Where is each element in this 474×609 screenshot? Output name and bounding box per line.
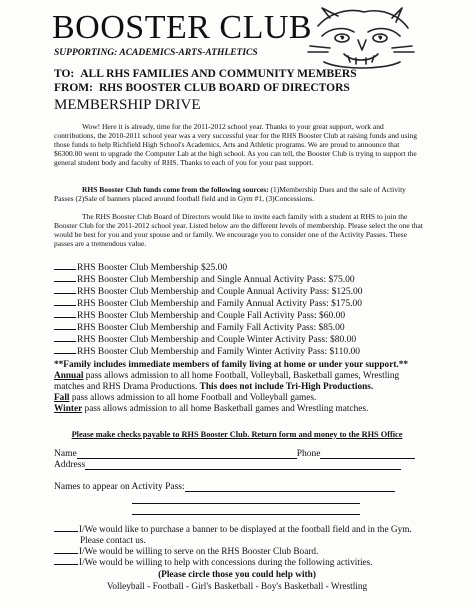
club-title: BOOSTER CLUB: [52, 9, 313, 46]
membership-level[interactable]: RHS Booster Club Membership and Single Annual Activity Pass: $75.00: [54, 274, 414, 286]
membership-level[interactable]: RHS Booster Club Membership and Family Winter Activity Pass: $110.00: [54, 346, 414, 358]
checkbox-blank[interactable]: [54, 564, 78, 565]
address-label: Address: [54, 460, 86, 470]
activity-pass-field-3[interactable]: [132, 505, 360, 515]
checkbox-blank[interactable]: [54, 329, 76, 330]
funds-paragraph: [54, 185, 424, 203]
checks-payable-note: Please make checks payable to RHS Booster Club. Return form and money to the RHS Office: [71, 430, 403, 439]
membership-drive-heading: MEMBERSHIP DRIVE: [54, 97, 201, 113]
phone-label: Phone: [296, 449, 321, 459]
checkbox-blank[interactable]: [54, 305, 76, 306]
name-field[interactable]: [77, 449, 297, 459]
address-row: [54, 460, 401, 470]
membership-level[interactable]: RHS Booster Club Membership and Couple Annual Activity Pass: $125.00: [54, 286, 414, 298]
activity-pass-field[interactable]: [185, 482, 395, 492]
checkbox-blank[interactable]: [54, 353, 76, 354]
checkbox-blank[interactable]: [54, 293, 76, 294]
name-row: [54, 449, 415, 459]
winter-pass-note: Winter pass allows admission to all home Basketball games and Wrestling matches.: [54, 404, 369, 414]
checkbox-blank[interactable]: [54, 531, 78, 532]
board-option[interactable]: I/We would be willing to serve on the RHS Booster Club Board.: [54, 547, 318, 558]
from-value: RHS BOOSTER CLUB BOARD OF DIRECTORS: [98, 82, 350, 94]
membership-level[interactable]: RHS Booster Club Membership $25.00: [54, 262, 414, 274]
checkbox-blank[interactable]: [54, 341, 76, 342]
to-value: ALL RHS FAMILIES AND COMMUNITY MEMBERS: [80, 68, 357, 80]
concessions-option[interactable]: I/We would be willing to help with concessions during the following activities.: [54, 558, 373, 569]
membership-level[interactable]: RHS Booster Club Membership and Couple Winter Activity Pass: $80.00: [54, 334, 414, 346]
funds-text: (1)Membership Dues and the sale of Activity Passes (2)Sale of banners placed around football field and in Gym #1, (3)Concessions.: [54, 185, 406, 203]
membership-level[interactable]: RHS Booster Club Membership and Family Fall Activity Pass: $85.00: [54, 322, 414, 334]
phone-field[interactable]: [320, 449, 415, 459]
activity-pass-row: [54, 482, 395, 492]
club-tagline: SUPPORTING: ACADEMICS-ARTS-ATHLETICS: [54, 48, 258, 58]
activity-pass-extra-line: [132, 494, 360, 504]
family-definition: **Family includes immediate members of family living at home or under your support.**: [54, 360, 409, 370]
activity-pass-field-2[interactable]: [132, 494, 360, 504]
from-label: FROM:: [54, 82, 93, 94]
invite-paragraph: The RHS Booster Club Board of Directors would like to invite each family with a student at RHS to join the Booster Club for the 2011-2012 school year. Listed below are the different levels of membership. Please select the one that would be best for you and your spouse and or family. We encourage you to consider one of the Activity Passes. These passes are a tremendous value.: [54, 212, 423, 248]
address-field[interactable]: [85, 460, 401, 470]
checkbox-blank[interactable]: [54, 269, 76, 270]
membership-levels: [54, 262, 414, 358]
funds-heading: RHS Booster Club funds come from the following sources:: [82, 185, 269, 194]
checkbox-blank[interactable]: [54, 317, 76, 318]
fall-pass-note: Fall pass allows admission to all home Football and Volleyball games.: [54, 393, 317, 403]
annual-pass-note: Annual pass allows admission to all home Football, Volleyball, Basketball games, Wrestling matches and RHS Drama Productions. This does not include Tri-High Productions.: [54, 371, 400, 392]
pass-details: [54, 360, 424, 415]
membership-level[interactable]: RHS Booster Club Membership and Family Annual Activity Pass: $175.00: [54, 298, 414, 310]
intro-paragraph: Wow! Here it is already, time for the 2011-2012 school year. Thanks to your great support, work and contributions, the 2010-2011 school year was a very successful year for the RHS Booster Club at raising funds and using those funds to help Richfield High School's Academics, Arts and Athletic programs. We are proud to announce that $6300.00 went to upgrade the Computer Lab at the high school. As you can tell, the Booster Club is trying to support the general student body and faculty of RHS. Thanks to each of you for your past support.: [54, 122, 417, 167]
checkbox-blank[interactable]: [54, 553, 78, 554]
membership-level[interactable]: RHS Booster Club Membership and Couple Fall Activity Pass: $60.00: [54, 310, 414, 322]
activity-pass-label: Names to appear on Activity Pass:: [54, 482, 185, 492]
checkbox-blank[interactable]: [54, 281, 76, 282]
activity-pass-extra-line: [132, 505, 360, 515]
to-label: TO:: [54, 68, 75, 80]
circle-instruction: (Please circle those you could help with): [158, 570, 316, 580]
sports-list: Volleyball - Football - Girl's Basketball - Boy's Basketball - Wrestling: [106, 582, 368, 592]
name-label: Name: [54, 449, 77, 459]
to-line: [54, 68, 357, 80]
contact-note: Please contact us.: [80, 536, 146, 546]
wildcat-mascot-icon: [300, 6, 420, 72]
from-line: [54, 82, 350, 94]
banner-option[interactable]: I/We would like to purchase a banner to be displayed at the football field and in the Gym.: [54, 525, 412, 536]
